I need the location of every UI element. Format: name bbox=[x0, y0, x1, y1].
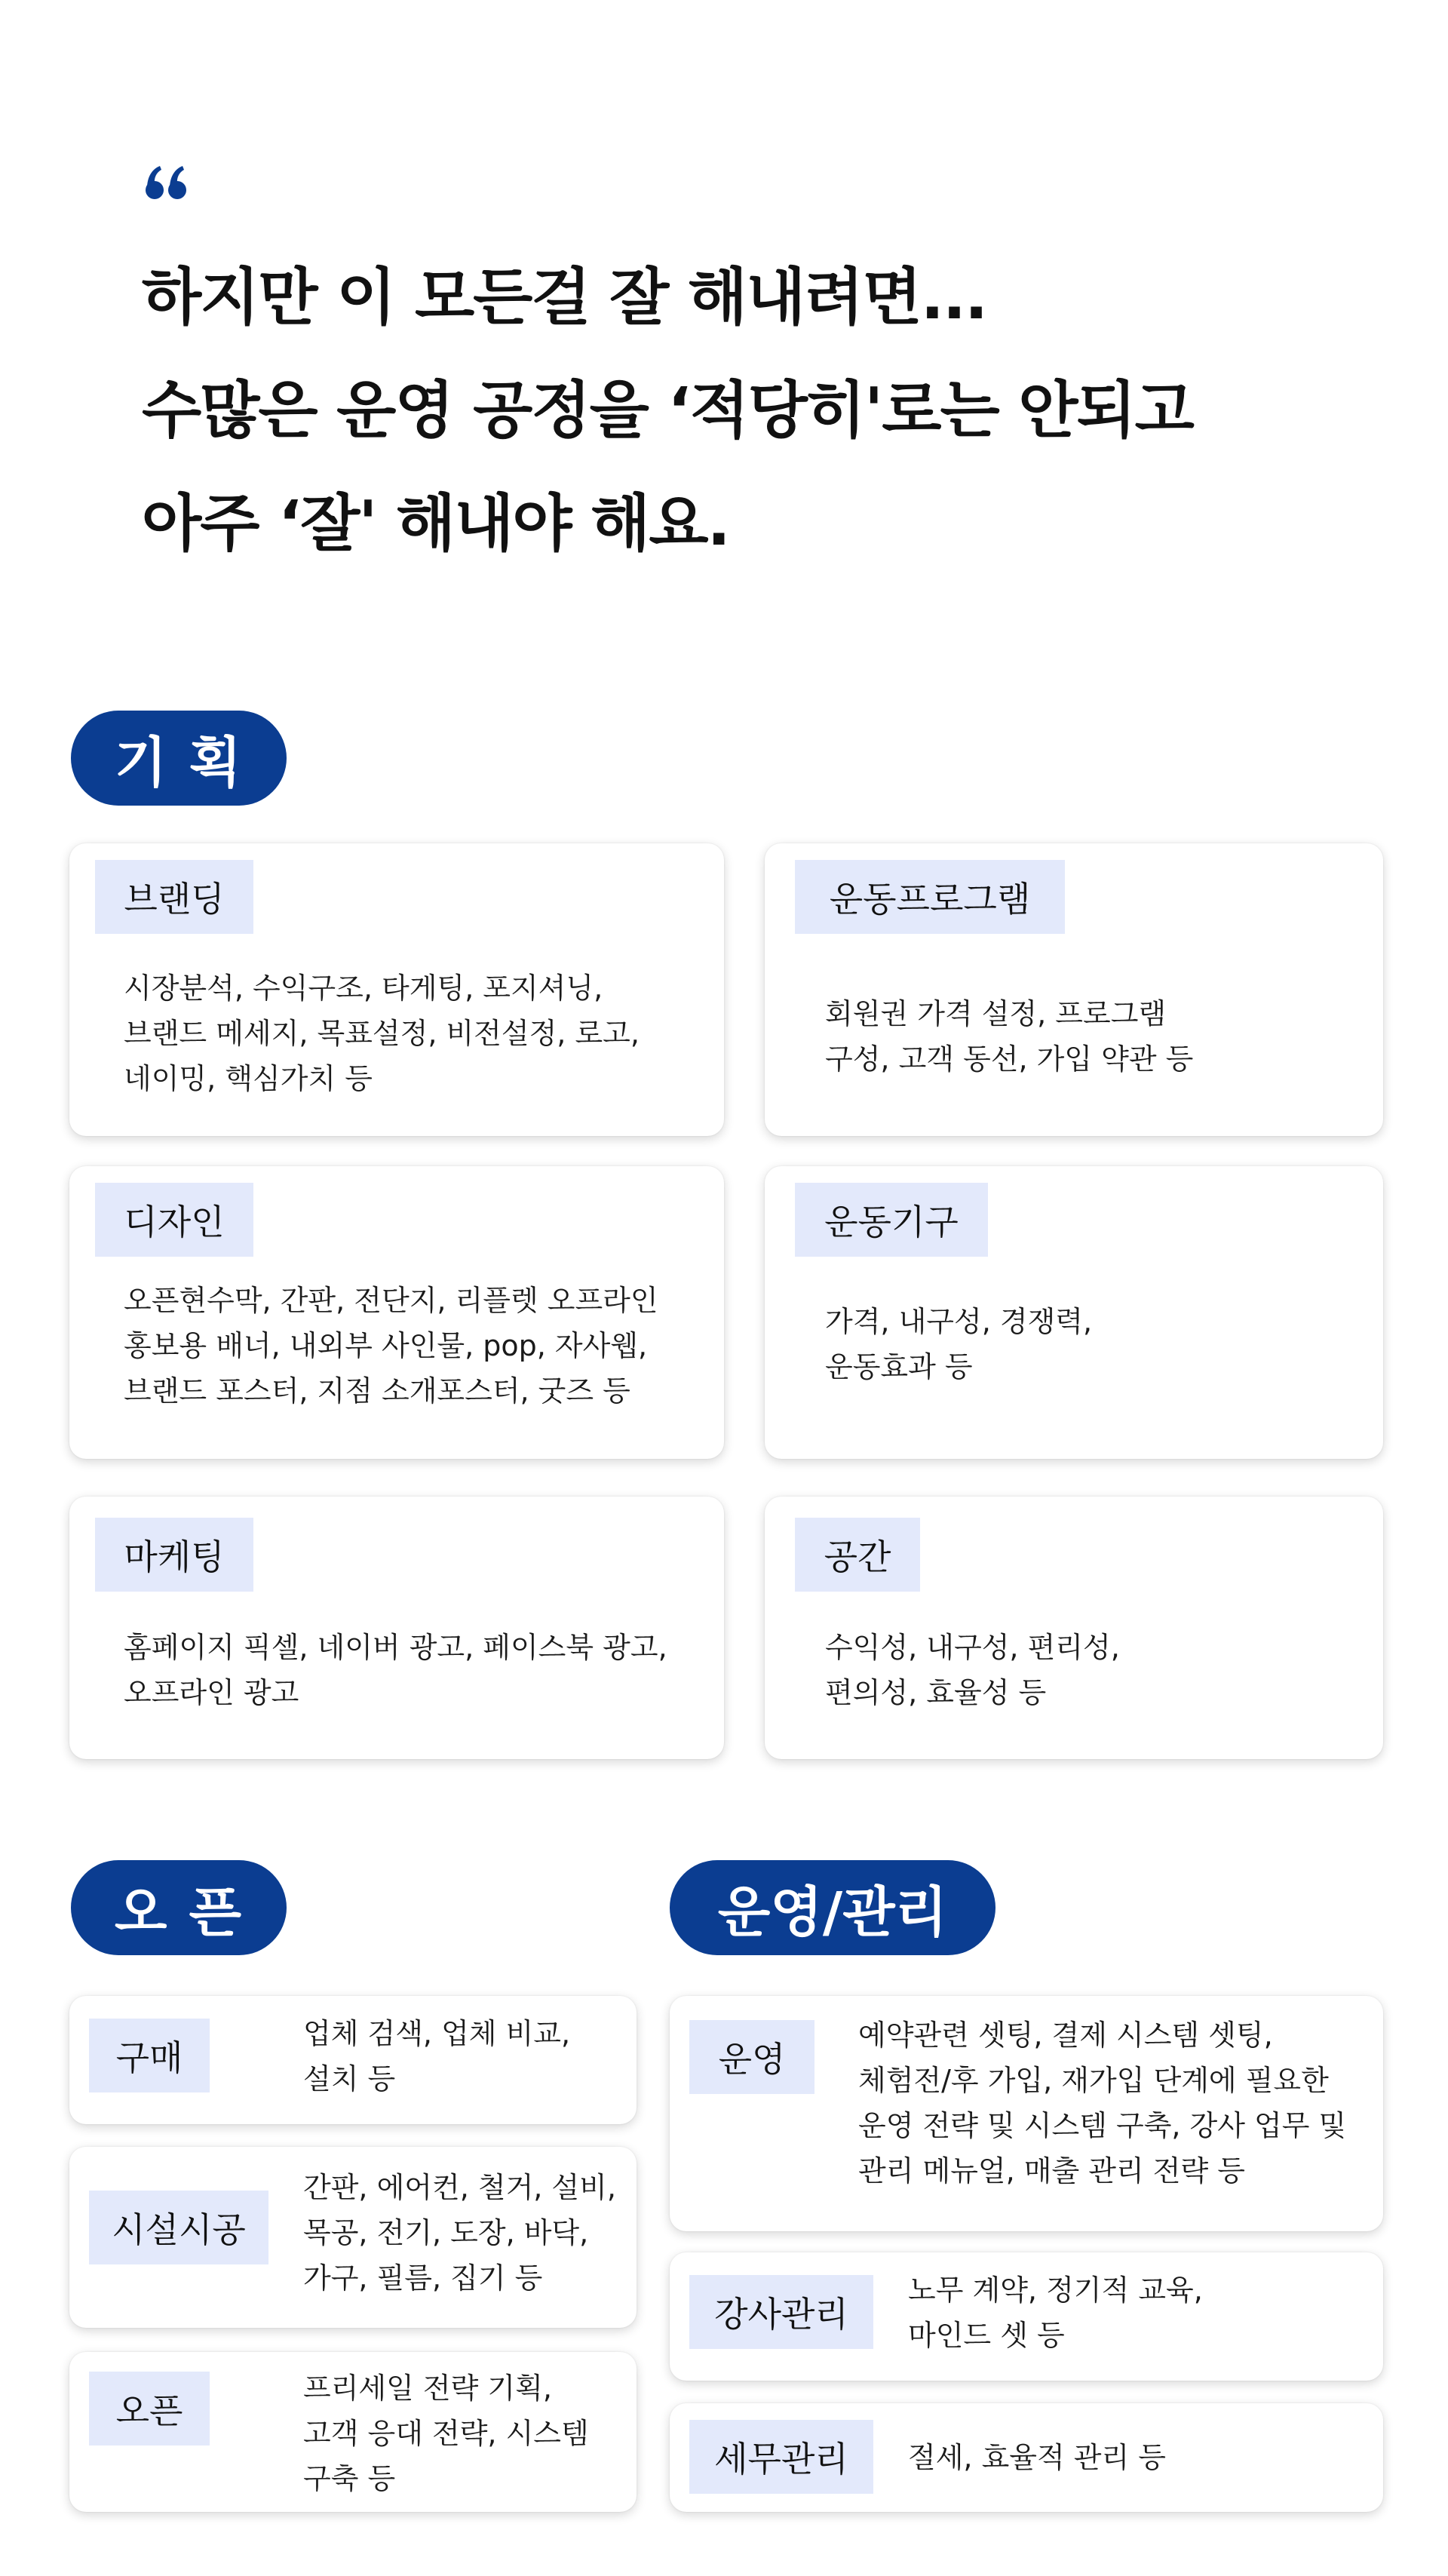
card-design bbox=[69, 1166, 724, 1459]
card-purchase bbox=[69, 1996, 637, 2124]
card-description: 홈페이지 픽셀, 네이버 광고, 페이스북 광고, 오프라인 광고 bbox=[124, 1631, 667, 1709]
section-title-open: 오 픈 bbox=[71, 1860, 287, 1955]
tag-label: 마케팅 bbox=[95, 1518, 253, 1592]
tag-label: 디자인 bbox=[95, 1183, 253, 1257]
card-exercise-equipment bbox=[765, 1166, 1383, 1459]
card-description: 간판, 에어컨, 철거, 설비, 목공, 전기, 도장, 바닥, 가구, 필름, 집기 등 bbox=[303, 2171, 616, 2295]
card-description: 업체 검색, 업체 비교, 설치 등 bbox=[303, 2017, 571, 2095]
card-description: 시장분석, 수익구조, 타게팅, 포지셔닝, 브랜드 메세지, 목표설정, 비전설정, 로고, 네이밍, 핵심가치 등 bbox=[124, 972, 640, 1095]
tag-label: 구매 bbox=[89, 2019, 210, 2092]
section-title-planning: 기 획 bbox=[71, 711, 287, 806]
tag-label: 강사관리 bbox=[689, 2275, 873, 2349]
card-operation bbox=[670, 1996, 1383, 2231]
card-description: 회원권 가격 설정, 프로그램 구성, 고객 동선, 가입 약관 등 bbox=[825, 997, 1194, 1076]
card-description: 오픈현수막, 간판, 전단지, 리플렛 오프라인 홍보용 배너, 내외부 사인물, pop, 자사웹, 브랜드 포스터, 지점 소개포스터, 굿즈 등 bbox=[124, 1284, 658, 1408]
section-title-operation: 운영/관리 bbox=[670, 1860, 996, 1955]
tag-label: 운동기구 bbox=[795, 1183, 988, 1257]
card-description: 프리세일 전략 기획, 고객 응대 전략, 시스템 구축 등 bbox=[303, 2372, 589, 2495]
card-description: 가격, 내구성, 경쟁력, 운동효과 등 bbox=[825, 1305, 1093, 1383]
card-description: 절세, 효율적 관리 등 bbox=[908, 2441, 1166, 2474]
headline-line-3: 아주 ‘잘' 해내야 해요. bbox=[142, 488, 729, 560]
quote-mark-icon bbox=[143, 160, 189, 205]
headline-line-2: 수많은 운영 공정을 ‘적당히'로는 안되고 bbox=[142, 375, 1193, 447]
card-description: 노무 계약, 정기적 교육, 마인드 셋 등 bbox=[908, 2274, 1203, 2352]
card-facility-construction bbox=[69, 2147, 637, 2328]
card-opening bbox=[69, 2352, 637, 2512]
card-description: 예약관련 셋팅, 결제 시스템 셋팅, 체험전/후 가입, 재가입 단계에 필요한 운영 전략 및 시스템 구축, 강사 업무 및 관리 메뉴얼, 매출 관리 전략 등 bbox=[858, 2019, 1347, 2188]
tag-label: 브랜딩 bbox=[95, 860, 253, 934]
tag-label: 운영 bbox=[689, 2020, 814, 2094]
card-instructor-management bbox=[670, 2252, 1383, 2381]
tag-label: 세무관리 bbox=[689, 2420, 873, 2494]
tag-label: 오픈 bbox=[89, 2372, 210, 2446]
tag-label: 운동프로그램 bbox=[795, 860, 1065, 934]
card-space bbox=[765, 1497, 1383, 1759]
tag-label: 공간 bbox=[795, 1518, 920, 1592]
card-description: 수익성, 내구성, 편리성, 편의성, 효율성 등 bbox=[825, 1631, 1120, 1709]
tag-label: 시설시공 bbox=[89, 2191, 268, 2264]
card-exercise-program bbox=[765, 843, 1383, 1136]
card-branding bbox=[69, 843, 724, 1136]
headline-line-1: 하지만 이 모든걸 잘 해내려면... bbox=[142, 262, 987, 333]
card-marketing bbox=[69, 1497, 724, 1759]
card-tax-management bbox=[670, 2403, 1383, 2512]
headline bbox=[142, 241, 1193, 581]
